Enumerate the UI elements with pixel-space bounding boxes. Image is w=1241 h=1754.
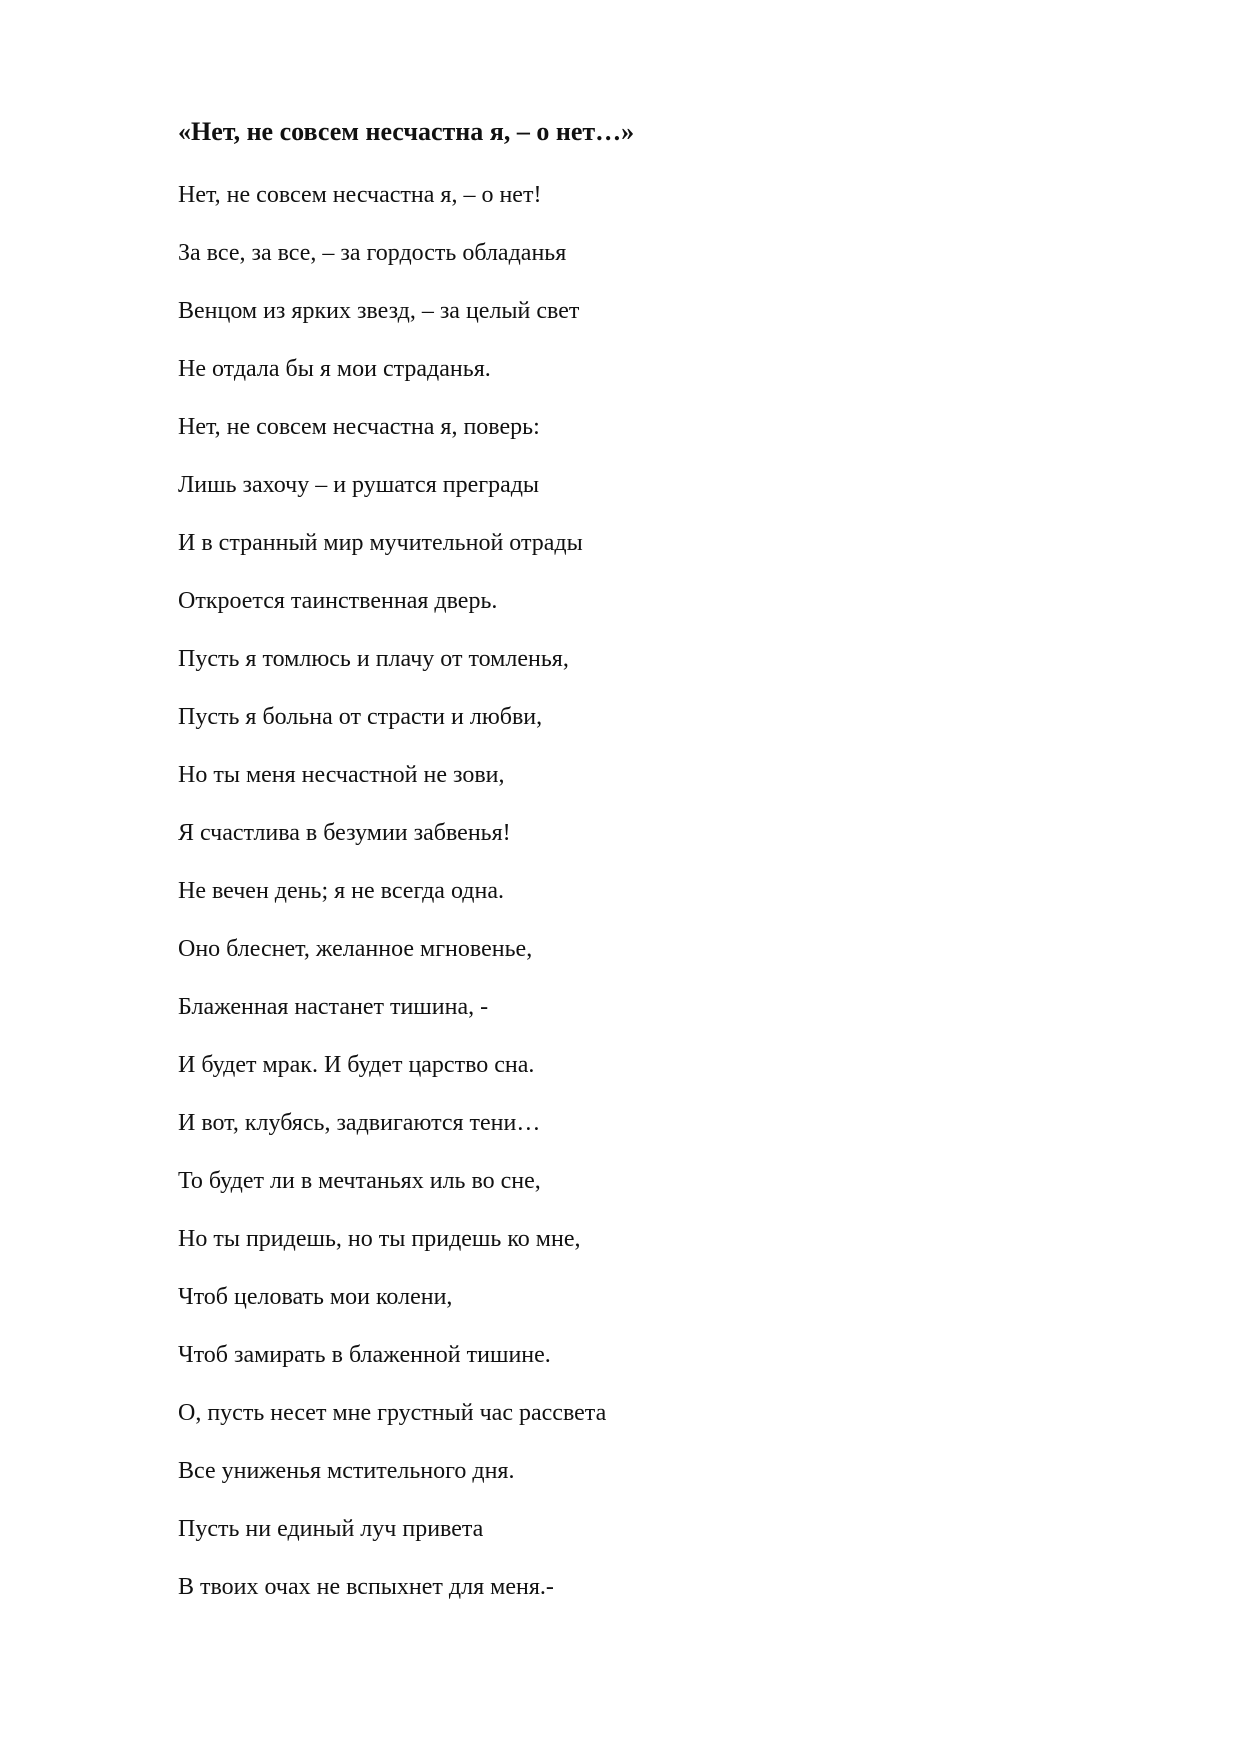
poem-line: Не отдала бы я мои страданья.: [178, 356, 491, 382]
poem-line: И будет мрак. И будет царство сна.: [178, 1052, 535, 1078]
poem-line: Но ты придешь, но ты придешь ко мне,: [178, 1226, 581, 1252]
poem-line: Я счастлива в безумии забвенья!: [178, 820, 511, 846]
poem-line: Пусть ни единый луч привета: [178, 1516, 484, 1542]
poem-line: Чтоб целовать мои колени,: [178, 1284, 453, 1310]
poem-line: Нет, не совсем несчастна я, поверь:: [178, 414, 540, 440]
poem-line: И вот, клубясь, задвигаются тени…: [178, 1110, 541, 1136]
poem-line: О, пусть несет мне грустный час рассвета: [178, 1400, 607, 1426]
poem-line: В твоих очах не вспыхнет для меня.-: [178, 1574, 554, 1600]
poem-line: Чтоб замирать в блаженной тишине.: [178, 1342, 551, 1368]
poem-title: «Нет, не совсем несчастна я, – о нет…»: [178, 117, 635, 146]
poem-line: За все, за все, – за гордость обладанья: [178, 240, 567, 266]
poem-line: Нет, не совсем несчастна я, – о нет!: [178, 182, 542, 208]
poem-line: Оно блеснет, желанное мгновенье,: [178, 936, 533, 962]
poem-body: [178, 177, 606, 1627]
poem-line: Пусть я томлюсь и плачу от томленья,: [178, 646, 569, 672]
poem-line: Но ты меня несчастной не зови,: [178, 762, 505, 788]
poem-line: Пусть я больна от страсти и любви,: [178, 704, 543, 730]
poem-line: Откроется таинственная дверь.: [178, 588, 498, 614]
poem-line: И в странный мир мучительной отрады: [178, 530, 583, 556]
poem-line: Блаженная настанет тишина, -: [178, 994, 489, 1020]
poem-line: Венцом из ярких звезд, – за целый свет: [178, 298, 580, 324]
poem-line: Лишь захочу – и рушатся преграды: [178, 472, 540, 498]
poem-line: То будет ли в мечтаньях иль во сне,: [178, 1168, 541, 1194]
poem-line: Не вечен день; я не всегда одна.: [178, 878, 504, 904]
poem-line: Все униженья мстительного дня.: [178, 1458, 515, 1484]
